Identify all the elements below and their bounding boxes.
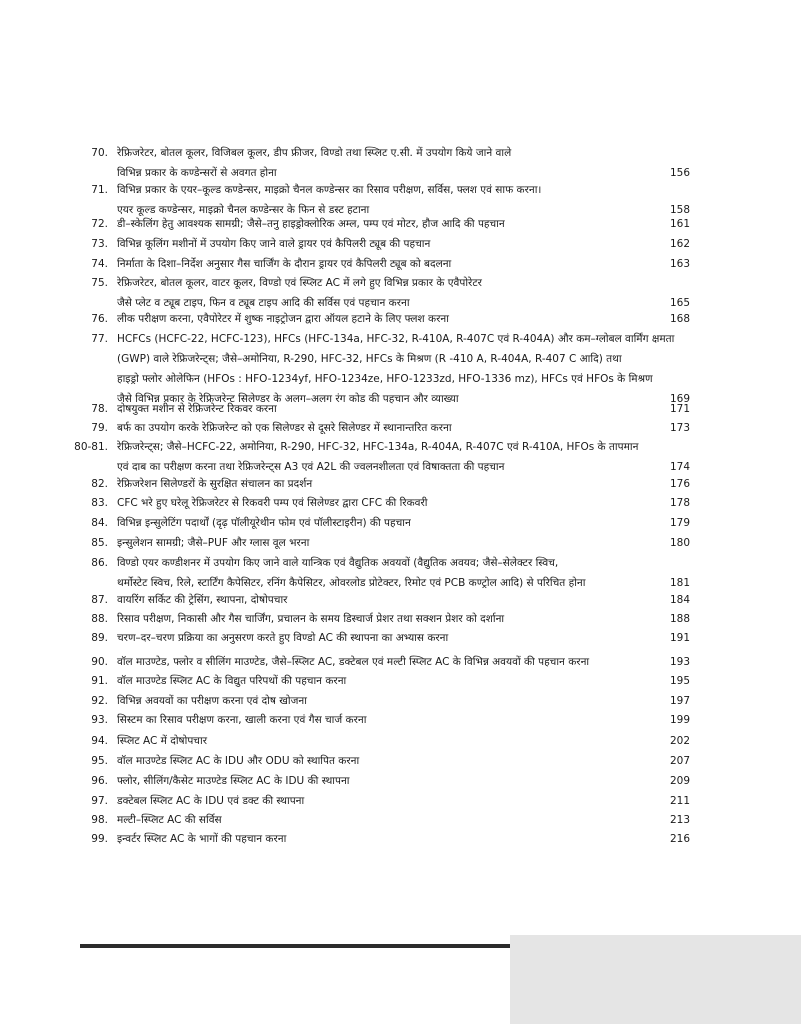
entry-number: 91. — [91, 675, 108, 687]
entry-page-number: 165 — [669, 297, 690, 309]
entry-number: 70. — [91, 147, 108, 159]
entry-number: 93. — [91, 714, 108, 726]
entry-page-number: 163 — [669, 258, 690, 270]
toc-entry — [0, 590, 801, 610]
entry-page-number: 171 — [669, 403, 690, 415]
entry-number: 94. — [91, 735, 108, 747]
entry-title-line: बर्फ का उपयोग करके रेफ्रिजरेन्ट को एक सिलेण्डर से दूसरे सिलेण्डर में स्थानान्तरित करना — [117, 422, 452, 434]
toc-entry — [0, 254, 801, 274]
entry-number: 90. — [91, 656, 108, 668]
entry-title-line: विभिन्न प्रकार के कण्डेन्सरों से अवगत होना — [117, 167, 277, 179]
toc-entry — [0, 493, 801, 513]
entry-title-line: वायरिंग सर्किट की ट्रेसिंग, स्थापना, दोषोपचार — [117, 594, 288, 606]
entry-title-line: एवं दाब का परीक्षण करना तथा रेफ्रिजरेन्ट्स A3 एवं A2L की ज्वलनशीलता एवं विषाक्तता की पहचान — [117, 461, 505, 473]
entry-title-line: वॉल माउण्टेड, फ्लोर व सीलिंग माउण्टेड, जैसे–स्प्लिट AC, डक्टेबल एवं मल्टी स्प्लिट AC के विभिन्न अवयवों की पहचान करना — [117, 656, 590, 668]
toc-entry — [0, 751, 801, 771]
entry-title-line: दोषयुक्त मशीन से रेफ्रिजरेन्ट रिकवर करना — [117, 403, 277, 415]
toc-entry — [0, 609, 801, 629]
entry-title-line: रिसाव परीक्षण, निकासी और गैस चार्जिंग, प्रचालन के समय डिस्चार्ज प्रेशर तथा सक्शन प्रेशर को दर्शाना — [117, 613, 505, 625]
entry-title-line: रेफ्रिजरेशन सिलेण्डरों के सुरक्षित संचालन का प्रदर्शन — [117, 478, 313, 490]
entry-number: 89. — [91, 632, 108, 644]
entry-title-line: विण्डो एयर कण्डीशनर में उपयोग किए जाने वाले यान्त्रिक एवं वैद्युतिक अवयवों (वैद्युतिक अवयव; जैसे–सेलेक्टर स्विच, — [117, 557, 559, 569]
entry-number: 76. — [91, 313, 108, 325]
entry-number: 99. — [91, 833, 108, 845]
entry-title-line: जैसे प्लेट व ट्यूब टाइप, फिन व ट्यूब टाइप आदि की सर्विस एवं पहचान करना — [117, 297, 410, 309]
entry-number: 92. — [91, 695, 108, 707]
entry-number: 77. — [91, 333, 108, 345]
toc-entry — [0, 791, 801, 811]
toc-entry — [0, 143, 801, 183]
entry-number: 73. — [91, 238, 108, 250]
entry-number: 96. — [91, 775, 108, 787]
entry-page-number: 176 — [669, 478, 690, 490]
entry-page-number: 169 — [669, 393, 690, 405]
entry-title-line: (GWP) वाले रेफ्रिजरेन्ट्स; जैसे–अमोनिया, R-290, HFC-32, HFCs के मिश्रण (R -410 A, R-404A, R-407 C आदि) तथा — [117, 353, 622, 365]
toc-entry — [0, 437, 801, 477]
entry-number: 71. — [91, 184, 108, 196]
entry-number: 75. — [91, 277, 108, 289]
toc-entry — [0, 533, 801, 553]
entry-page-number: 180 — [669, 537, 690, 549]
entry-number: 79. — [91, 422, 108, 434]
entry-page-number: 195 — [669, 675, 690, 687]
entry-page-number: 162 — [669, 238, 690, 250]
entry-page-number: 174 — [669, 461, 690, 473]
entry-page-number: 178 — [669, 497, 690, 509]
toc-entry — [0, 628, 801, 648]
entry-number: 80-81. — [74, 441, 108, 453]
entry-title-line: रेफ्रिजरेन्ट्स; जैसे–HCFC-22, अमोनिया, R-290, HFC-32, HFC-134a, R-404A, R-407C एवं R-410A, HFOs के तापमान — [117, 441, 639, 453]
entry-title-line: लीक परीक्षण करना, एवैपोरेटर में शुष्क नाइट्रोजन द्वारा ऑयल हटाने के लिए फ्लश करना — [117, 313, 449, 325]
toc-entry — [0, 829, 801, 849]
toc-entry — [0, 671, 801, 691]
entry-page-number: 181 — [669, 577, 690, 589]
toc-entry — [0, 771, 801, 791]
entry-page-number: 156 — [669, 167, 690, 179]
entry-page-number: 161 — [669, 218, 690, 230]
entry-title-line: निर्माता के दिशा–निर्देश अनुसार गैस चार्जिंग के दौरान ड्रायर एवं कैपिलरी ट्यूब को बदलना — [117, 258, 452, 270]
entry-page-number: 158 — [669, 204, 690, 216]
entry-title-line: वॉल माउण्टेड स्प्लिट AC के IDU और ODU को स्थापित करना — [117, 755, 360, 767]
entry-number: 98. — [91, 814, 108, 826]
entry-number: 87. — [91, 594, 108, 606]
footer-box — [510, 935, 801, 1024]
entry-number: 82. — [91, 478, 108, 490]
toc-entry — [0, 731, 801, 751]
entry-title-line: फ्लोर, सीलिंग/कैसेट माउण्टेड स्प्लिट AC के IDU की स्थापना — [117, 775, 350, 787]
entry-title-line: विभिन्न प्रकार के एयर–कूल्ड कण्डेन्सर, माइक्रो चैनल कण्डेन्सर का रिसाव परीक्षण, सर्विस, फ्लश एवं साफ करना। — [117, 184, 542, 196]
toc-entry — [0, 652, 801, 672]
entry-page-number: 184 — [669, 594, 690, 606]
entry-page-number: 216 — [669, 833, 690, 845]
toc-entry — [0, 474, 801, 494]
entry-page-number: 202 — [669, 735, 690, 747]
entry-title-line: विभिन्न अवयवों का परीक्षण करना एवं दोष खोजना — [117, 695, 307, 707]
entry-page-number: 213 — [669, 814, 690, 826]
entry-title-line: विभिन्न इन्सुलेटिंग पदार्थों (दृढ़ पॉलीयूरेथीन फोम एवं पॉलीस्टाइरीन) की पहचान — [117, 517, 411, 529]
entry-title-line: सिस्टम का रिसाव परीक्षण करना, खाली करना एवं गैस चार्ज करना — [117, 714, 367, 726]
entry-title-line: थर्मोस्टेट स्विच, रिले, स्टार्टिंग कैपेसिटर, रनिंग कैपेसिटर, ओवरलोड प्रोटेक्टर, रिमोट एवं PCB कण्ट्रोल आदि) से परिचित होना — [117, 577, 586, 589]
entry-title-line: हाइड्रो फ्लोर ओलेफिन (HFOs : HFO-1234yf, HFO-1234ze, HFO-1233zd, HFO-1336 mz), HFCs एवं HFOs के मिश्रण — [117, 373, 653, 385]
entry-title-line: मल्टी–स्प्लिट AC की सर्विस — [117, 814, 222, 826]
entry-page-number: 199 — [669, 714, 690, 726]
footer-rule — [80, 944, 520, 948]
entry-number: 72. — [91, 218, 108, 230]
toc-entry — [0, 234, 801, 254]
toc-entry — [0, 309, 801, 329]
entry-title-line: डक्टेबल स्प्लिट AC के IDU एवं डक्ट की स्थापना — [117, 795, 305, 807]
entry-title-line: विभिन्न कूलिंग मशीनों में उपयोग किए जाने वाले ड्रायर एवं कैपिलरी ट्यूब की पहचान — [117, 238, 431, 250]
entry-page-number: 211 — [669, 795, 690, 807]
toc-entry — [0, 214, 801, 234]
entry-page-number: 191 — [669, 632, 690, 644]
toc-entry — [0, 418, 801, 438]
entry-page-number: 179 — [669, 517, 690, 529]
entry-title-line: जैसे विभिन्न प्रकार के रेफ्रिजरेन्ट सिलेण्डर के अलग–अलग रंग कोड की पहचान और व्याख्या — [117, 393, 459, 405]
toc-entry — [0, 710, 801, 730]
entry-title-line: डी–स्केलिंग हेतु आवश्यक सामग्री; जैसे–तनु हाइड्रोक्लोरिक अम्ल, पम्प एवं मोटर, हौज आदि की पहचान — [117, 218, 505, 230]
entry-page-number: 207 — [669, 755, 690, 767]
toc-entry — [0, 399, 801, 419]
entry-title-line: CFC भरे हुए घरेलू रेफ्रिजरेटर से रिकवरी पम्प एवं सिलेण्डर द्वारा CFC की रिकवरी — [117, 497, 428, 509]
toc-entry — [0, 273, 801, 313]
entry-title-line: वॉल माउण्टेड स्प्लिट AC के विद्युत परिपथों की पहचान करना — [117, 675, 347, 687]
entry-number: 83. — [91, 497, 108, 509]
entry-page-number: 188 — [669, 613, 690, 625]
toc-entry — [0, 691, 801, 711]
entry-title-line: इन्वर्टर स्प्लिट AC के भागों की पहचान करना — [117, 833, 287, 845]
entry-title-line: स्प्लिट AC में दोषोपचार — [117, 735, 207, 747]
toc-entry — [0, 553, 801, 593]
toc-entry — [0, 329, 801, 409]
entry-title-line: रेफ्रिजरेटर, बोतल कूलर, वाटर कूलर, विण्डो एवं स्प्लिट AC में लगे हुए विभिन्न प्रकार के एवैपोरेटर — [117, 277, 482, 289]
entry-page-number: 168 — [669, 313, 690, 325]
entry-number: 88. — [91, 613, 108, 625]
entry-page-number: 193 — [669, 656, 690, 668]
entry-number: 95. — [91, 755, 108, 767]
entry-page-number: 209 — [669, 775, 690, 787]
entry-title-line: एयर कूल्ड कण्डेन्सर, माइक्रो चैनल कण्डेन्सर के फिन से डस्ट हटाना — [117, 204, 370, 216]
entry-title-line: HCFCs (HCFC-22, HCFC-123), HFCs (HFC-134a, HFC-32, R-410A, R-407C एवं R-404A) और कम–ग्लोबल वार्मिंग क्षमता — [117, 333, 675, 345]
entry-number: 85. — [91, 537, 108, 549]
toc-entry — [0, 810, 801, 830]
entry-title-line: रेफ्रिजरेटर, बोतल कूलर, विजिबल कूलर, डीप फ्रीजर, विण्डो तथा स्प्लिट ए.सी. में उपयोग किये जाने वाले — [117, 147, 512, 159]
entry-number: 74. — [91, 258, 108, 270]
toc-entry — [0, 513, 801, 533]
entry-page-number: 173 — [669, 422, 690, 434]
entry-number: 84. — [91, 517, 108, 529]
entry-title-line: इन्सुलेशन सामग्री; जैसे–PUF और ग्लास वूल भरना — [117, 537, 310, 549]
entry-number: 97. — [91, 795, 108, 807]
entry-page-number: 197 — [669, 695, 690, 707]
entry-title-line: चरण–दर–चरण प्रक्रिया का अनुसरण करते हुए विण्डो AC की स्थापना का अभ्यास करना — [117, 632, 449, 644]
entry-number: 86. — [91, 557, 108, 569]
entry-number: 78. — [91, 403, 108, 415]
